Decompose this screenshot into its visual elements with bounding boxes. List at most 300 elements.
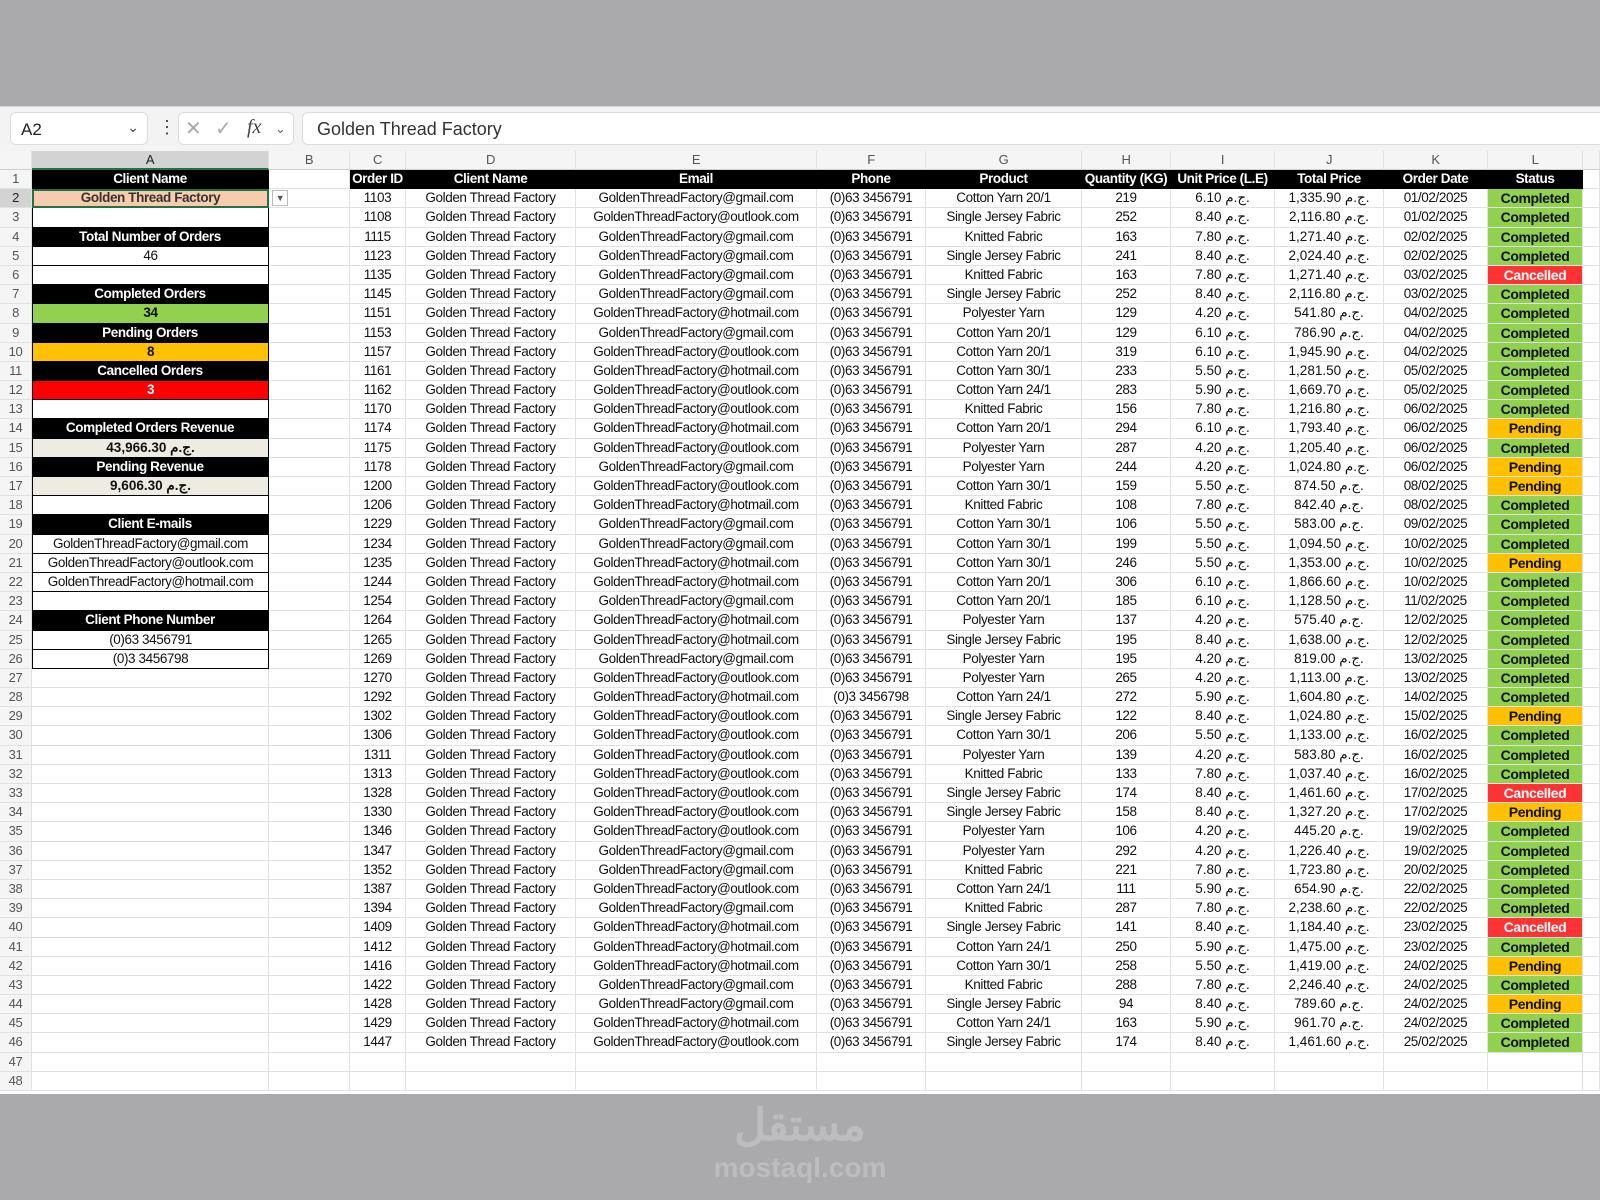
table-cell[interactable]: 8.40 ج.م. xyxy=(1171,918,1275,937)
table-cell[interactable]: Golden Thread Factory xyxy=(406,304,576,323)
table-cell[interactable]: 7.80 ج.م. xyxy=(1171,228,1275,247)
row-header[interactable]: 4 xyxy=(0,228,32,247)
cell[interactable] xyxy=(1583,1072,1600,1091)
table-cell[interactable]: 8.40 ج.م. xyxy=(1171,208,1275,227)
table-cell[interactable]: 5.50 ج.م. xyxy=(1171,362,1275,381)
table-cell[interactable]: Polyester Yarn xyxy=(926,439,1082,458)
table-cell[interactable]: 252 xyxy=(1082,285,1171,304)
cell[interactable] xyxy=(32,1014,269,1033)
table-cell[interactable]: 1235 xyxy=(350,554,406,573)
cell[interactable] xyxy=(32,803,269,822)
table-cell[interactable]: Cotton Yarn 24/1 xyxy=(926,938,1082,957)
status-badge[interactable]: Completed xyxy=(1488,362,1583,381)
table-cell[interactable]: (0)63 3456791 xyxy=(817,995,926,1014)
cell[interactable] xyxy=(269,611,350,630)
table-cell[interactable]: (0)63 3456791 xyxy=(817,266,926,285)
table-cell[interactable]: 06/02/2025 xyxy=(1384,458,1488,477)
cell[interactable] xyxy=(269,650,350,669)
table-header-7[interactable]: Total Price xyxy=(1275,170,1384,189)
table-cell[interactable]: 5.50 ج.م. xyxy=(1171,957,1275,976)
cell[interactable] xyxy=(1275,1053,1384,1072)
table-cell[interactable]: 4.20 ج.م. xyxy=(1171,822,1275,841)
table-cell[interactable]: (0)63 3456791 xyxy=(817,976,926,995)
table-cell[interactable]: Single Jersey Fabric xyxy=(926,995,1082,1014)
row-header[interactable]: 37 xyxy=(0,861,32,880)
cell[interactable] xyxy=(1583,247,1600,266)
table-cell[interactable]: (0)63 3456791 xyxy=(817,611,926,630)
table-cell[interactable]: Golden Thread Factory xyxy=(406,803,576,822)
column-header-b[interactable]: B xyxy=(269,151,350,170)
cell[interactable] xyxy=(269,324,350,343)
row-header[interactable]: 20 xyxy=(0,535,32,554)
cell[interactable] xyxy=(1583,707,1600,726)
table-cell[interactable]: 163 xyxy=(1082,1014,1171,1033)
cell[interactable] xyxy=(269,515,350,534)
table-cell[interactable]: Golden Thread Factory xyxy=(406,228,576,247)
table-cell[interactable]: 08/02/2025 xyxy=(1384,496,1488,515)
row-header[interactable]: 15 xyxy=(0,439,32,458)
cell[interactable] xyxy=(32,938,269,957)
cell[interactable] xyxy=(32,861,269,880)
column-header-l[interactable]: L xyxy=(1488,151,1583,170)
status-badge[interactable]: Completed xyxy=(1488,592,1583,611)
cell[interactable] xyxy=(1275,1072,1384,1091)
cell[interactable] xyxy=(269,592,350,611)
table-cell[interactable]: GoldenThreadFactory@gmail.com xyxy=(576,458,817,477)
table-cell[interactable]: Cotton Yarn 30/1 xyxy=(926,515,1082,534)
table-cell[interactable]: 786.90 ج.م. xyxy=(1275,324,1384,343)
table-cell[interactable]: 158 xyxy=(1082,803,1171,822)
cell[interactable] xyxy=(576,1072,817,1091)
cell[interactable] xyxy=(1583,285,1600,304)
cell[interactable] xyxy=(269,822,350,841)
cell[interactable] xyxy=(1583,822,1600,841)
table-cell[interactable]: GoldenThreadFactory@gmail.com xyxy=(576,995,817,1014)
table-cell[interactable]: 02/02/2025 xyxy=(1384,228,1488,247)
table-cell[interactable]: 1429 xyxy=(350,1014,406,1033)
table-cell[interactable]: 789.60 ج.م. xyxy=(1275,995,1384,1014)
row-header[interactable]: 16 xyxy=(0,458,32,477)
column-header-i[interactable]: I xyxy=(1171,151,1275,170)
table-cell[interactable]: 7.80 ج.م. xyxy=(1171,496,1275,515)
cell[interactable] xyxy=(269,400,350,419)
table-cell[interactable]: 1178 xyxy=(350,458,406,477)
cell[interactable] xyxy=(269,842,350,861)
summary-value[interactable]: 34 xyxy=(32,304,269,323)
summary-value[interactable] xyxy=(32,266,269,285)
cell[interactable] xyxy=(1171,1072,1275,1091)
fx-icon[interactable]: fx xyxy=(247,116,262,138)
table-cell[interactable]: GoldenThreadFactory@outlook.com xyxy=(576,477,817,496)
table-cell[interactable]: Cotton Yarn 20/1 xyxy=(926,592,1082,611)
summary-value[interactable]: 43,966.30 ج.م. xyxy=(32,439,269,458)
cell[interactable] xyxy=(1583,726,1600,745)
table-cell[interactable]: (0)63 3456791 xyxy=(817,535,926,554)
table-cell[interactable]: 1,866.60 ج.م. xyxy=(1275,573,1384,592)
table-cell[interactable]: 7.80 ج.م. xyxy=(1171,765,1275,784)
table-cell[interactable]: 1394 xyxy=(350,899,406,918)
table-cell[interactable]: Polyester Yarn xyxy=(926,304,1082,323)
table-cell[interactable]: GoldenThreadFactory@outlook.com xyxy=(576,707,817,726)
table-cell[interactable]: GoldenThreadFactory@hotmail.com xyxy=(576,554,817,573)
table-cell[interactable]: Single Jersey Fabric xyxy=(926,208,1082,227)
cell[interactable] xyxy=(1583,228,1600,247)
table-cell[interactable]: 5.90 ج.م. xyxy=(1171,938,1275,957)
row-header[interactable]: 46 xyxy=(0,1033,32,1052)
table-cell[interactable]: GoldenThreadFactory@hotmail.com xyxy=(576,496,817,515)
cell[interactable] xyxy=(269,784,350,803)
table-cell[interactable]: 1,205.40 ج.م. xyxy=(1275,439,1384,458)
status-badge[interactable]: Completed xyxy=(1488,938,1583,957)
table-cell[interactable]: 1200 xyxy=(350,477,406,496)
status-badge[interactable]: Completed xyxy=(1488,669,1583,688)
table-cell[interactable]: 02/02/2025 xyxy=(1384,247,1488,266)
table-cell[interactable]: GoldenThreadFactory@gmail.com xyxy=(576,515,817,534)
row-header[interactable]: 47 xyxy=(0,1053,32,1072)
table-cell[interactable]: 1157 xyxy=(350,343,406,362)
cell[interactable] xyxy=(269,631,350,650)
table-cell[interactable]: Cotton Yarn 30/1 xyxy=(926,362,1082,381)
table-cell[interactable]: 1234 xyxy=(350,535,406,554)
table-cell[interactable]: Cotton Yarn 30/1 xyxy=(926,957,1082,976)
table-cell[interactable]: 1416 xyxy=(350,957,406,976)
table-header-4[interactable]: Product xyxy=(926,170,1082,189)
cell[interactable] xyxy=(406,1053,576,1072)
table-cell[interactable]: 219 xyxy=(1082,189,1171,208)
table-cell[interactable]: 133 xyxy=(1082,765,1171,784)
table-cell[interactable]: GoldenThreadFactory@gmail.com xyxy=(576,535,817,554)
cell[interactable] xyxy=(269,266,350,285)
cell[interactable] xyxy=(32,957,269,976)
cell[interactable] xyxy=(269,688,350,707)
row-header[interactable]: 36 xyxy=(0,842,32,861)
table-cell[interactable]: 5.50 ج.م. xyxy=(1171,726,1275,745)
table-cell[interactable]: 1447 xyxy=(350,1033,406,1052)
table-cell[interactable]: (0)63 3456791 xyxy=(817,650,926,669)
table-cell[interactable]: Cotton Yarn 24/1 xyxy=(926,688,1082,707)
table-cell[interactable]: GoldenThreadFactory@outlook.com xyxy=(576,784,817,803)
column-header-c[interactable]: C xyxy=(350,151,406,170)
summary-value[interactable]: (0)63 3456791 xyxy=(32,631,269,650)
cell[interactable] xyxy=(1583,899,1600,918)
cell[interactable] xyxy=(1583,477,1600,496)
table-cell[interactable]: Single Jersey Fabric xyxy=(926,631,1082,650)
table-cell[interactable]: 09/02/2025 xyxy=(1384,515,1488,534)
row-header[interactable]: 2 xyxy=(0,189,32,208)
table-cell[interactable]: 1,281.50 ج.م. xyxy=(1275,362,1384,381)
table-cell[interactable]: (0)63 3456791 xyxy=(817,554,926,573)
row-header[interactable]: 8 xyxy=(0,304,32,323)
row-header[interactable]: 24 xyxy=(0,611,32,630)
cell[interactable] xyxy=(350,1053,406,1072)
table-cell[interactable]: Golden Thread Factory xyxy=(406,746,576,765)
table-cell[interactable]: Golden Thread Factory xyxy=(406,976,576,995)
table-cell[interactable]: GoldenThreadFactory@gmail.com xyxy=(576,266,817,285)
cell[interactable] xyxy=(1082,1072,1171,1091)
table-cell[interactable]: 1264 xyxy=(350,611,406,630)
table-cell[interactable]: (0)63 3456791 xyxy=(817,803,926,822)
table-cell[interactable]: (0)63 3456791 xyxy=(817,861,926,880)
table-cell[interactable]: Golden Thread Factory xyxy=(406,535,576,554)
cell[interactable] xyxy=(269,208,350,227)
table-cell[interactable]: 1174 xyxy=(350,419,406,438)
table-cell[interactable]: 1,335.90 ج.م. xyxy=(1275,189,1384,208)
cell[interactable] xyxy=(32,995,269,1014)
table-cell[interactable]: GoldenThreadFactory@gmail.com xyxy=(576,842,817,861)
row-header[interactable]: 42 xyxy=(0,957,32,976)
table-cell[interactable]: 8.40 ج.م. xyxy=(1171,707,1275,726)
table-cell[interactable]: 1123 xyxy=(350,247,406,266)
cell[interactable] xyxy=(1583,419,1600,438)
summary-header[interactable]: Pending Revenue xyxy=(32,458,269,477)
table-cell[interactable]: 1,133.00 ج.م. xyxy=(1275,726,1384,745)
status-badge[interactable]: Completed xyxy=(1488,189,1583,208)
table-cell[interactable]: (0)63 3456791 xyxy=(817,515,926,534)
cell[interactable] xyxy=(1583,957,1600,976)
table-cell[interactable]: 03/02/2025 xyxy=(1384,285,1488,304)
table-cell[interactable]: 541.80 ج.م. xyxy=(1275,304,1384,323)
table-cell[interactable]: Golden Thread Factory xyxy=(406,631,576,650)
table-cell[interactable]: GoldenThreadFactory@outlook.com xyxy=(576,400,817,419)
table-cell[interactable]: 292 xyxy=(1082,842,1171,861)
table-cell[interactable]: Golden Thread Factory xyxy=(406,381,576,400)
table-cell[interactable]: GoldenThreadFactory@outlook.com xyxy=(576,208,817,227)
table-cell[interactable]: (0)3 3456798 xyxy=(817,688,926,707)
table-cell[interactable]: 1302 xyxy=(350,707,406,726)
table-cell[interactable]: 874.50 ج.م. xyxy=(1275,477,1384,496)
cell[interactable] xyxy=(576,1053,817,1072)
table-cell[interactable]: Golden Thread Factory xyxy=(406,842,576,861)
table-cell[interactable]: 156 xyxy=(1082,400,1171,419)
table-header-1[interactable]: Client Name xyxy=(406,170,576,189)
summary-header[interactable]: Pending Orders xyxy=(32,324,269,343)
table-cell[interactable]: Polyester Yarn xyxy=(926,842,1082,861)
table-cell[interactable]: 04/02/2025 xyxy=(1384,343,1488,362)
table-cell[interactable]: 1103 xyxy=(350,189,406,208)
table-cell[interactable]: 1,638.00 ج.م. xyxy=(1275,631,1384,650)
cell[interactable] xyxy=(1583,343,1600,362)
cell[interactable] xyxy=(269,458,350,477)
table-cell[interactable]: Golden Thread Factory xyxy=(406,918,576,937)
table-cell[interactable]: 24/02/2025 xyxy=(1384,1014,1488,1033)
table-cell[interactable]: 4.20 ج.م. xyxy=(1171,746,1275,765)
cell[interactable] xyxy=(1583,208,1600,227)
table-cell[interactable]: (0)63 3456791 xyxy=(817,631,926,650)
cell[interactable] xyxy=(32,899,269,918)
table-cell[interactable]: Polyester Yarn xyxy=(926,458,1082,477)
table-cell[interactable]: (0)63 3456791 xyxy=(817,822,926,841)
cell[interactable] xyxy=(32,842,269,861)
cell[interactable] xyxy=(269,343,350,362)
table-cell[interactable]: 1229 xyxy=(350,515,406,534)
more-options-icon[interactable]: ⋮ xyxy=(158,117,176,137)
table-cell[interactable]: (0)63 3456791 xyxy=(817,957,926,976)
summary-header[interactable]: Client Name xyxy=(32,170,269,189)
cell[interactable] xyxy=(32,784,269,803)
cell[interactable] xyxy=(269,938,350,957)
table-cell[interactable]: Polyester Yarn xyxy=(926,611,1082,630)
table-cell[interactable]: 287 xyxy=(1082,439,1171,458)
table-cell[interactable]: Knitted Fabric xyxy=(926,266,1082,285)
chevron-down-icon[interactable]: ⌄ xyxy=(275,121,286,136)
table-cell[interactable]: 1,945.90 ج.م. xyxy=(1275,343,1384,362)
cell[interactable] xyxy=(269,880,350,899)
cell[interactable] xyxy=(1583,458,1600,477)
cell[interactable] xyxy=(1082,1053,1171,1072)
table-cell[interactable]: 2,116.80 ج.م. xyxy=(1275,208,1384,227)
summary-value[interactable] xyxy=(32,496,269,515)
table-cell[interactable]: GoldenThreadFactory@hotmail.com xyxy=(576,304,817,323)
table-cell[interactable]: 129 xyxy=(1082,324,1171,343)
status-badge[interactable]: Completed xyxy=(1488,765,1583,784)
table-cell[interactable]: (0)63 3456791 xyxy=(817,419,926,438)
row-header[interactable]: 33 xyxy=(0,784,32,803)
dropdown-cell[interactable] xyxy=(269,189,350,208)
table-cell[interactable]: 17/02/2025 xyxy=(1384,803,1488,822)
cell[interactable] xyxy=(1583,918,1600,937)
column-header-k[interactable]: K xyxy=(1384,151,1488,170)
cell[interactable] xyxy=(269,535,350,554)
column-header-a[interactable]: A xyxy=(32,151,269,170)
table-cell[interactable]: Single Jersey Fabric xyxy=(926,285,1082,304)
table-cell[interactable]: (0)63 3456791 xyxy=(817,573,926,592)
cell[interactable] xyxy=(269,304,350,323)
table-cell[interactable]: 8.40 ج.م. xyxy=(1171,784,1275,803)
table-cell[interactable]: 583.80 ج.م. xyxy=(1275,746,1384,765)
row-header[interactable]: 43 xyxy=(0,976,32,995)
table-cell[interactable]: 1,024.80 ج.م. xyxy=(1275,707,1384,726)
table-cell[interactable]: Golden Thread Factory xyxy=(406,592,576,611)
table-cell[interactable]: 294 xyxy=(1082,419,1171,438)
status-badge[interactable]: Completed xyxy=(1488,880,1583,899)
table-cell[interactable]: 1,475.00 ج.م. xyxy=(1275,938,1384,957)
table-cell[interactable]: 20/02/2025 xyxy=(1384,861,1488,880)
table-cell[interactable]: 8.40 ج.م. xyxy=(1171,247,1275,266)
cell[interactable] xyxy=(1583,400,1600,419)
table-cell[interactable]: 185 xyxy=(1082,592,1171,611)
cell[interactable] xyxy=(406,1072,576,1091)
summary-value[interactable] xyxy=(32,400,269,419)
table-cell[interactable]: 1145 xyxy=(350,285,406,304)
table-cell[interactable]: 5.90 ج.م. xyxy=(1171,381,1275,400)
table-cell[interactable]: (0)63 3456791 xyxy=(817,726,926,745)
table-cell[interactable]: GoldenThreadFactory@hotmail.com xyxy=(576,918,817,937)
table-cell[interactable]: GoldenThreadFactory@gmail.com xyxy=(576,592,817,611)
table-cell[interactable]: Golden Thread Factory xyxy=(406,247,576,266)
cell[interactable] xyxy=(269,439,350,458)
status-badge[interactable]: Completed xyxy=(1488,285,1583,304)
table-cell[interactable]: 23/02/2025 xyxy=(1384,918,1488,937)
table-cell[interactable]: 25/02/2025 xyxy=(1384,1033,1488,1052)
cell[interactable] xyxy=(1583,803,1600,822)
cell[interactable] xyxy=(269,669,350,688)
table-cell[interactable]: 1,793.40 ج.م. xyxy=(1275,419,1384,438)
row-header[interactable]: 40 xyxy=(0,918,32,937)
table-cell[interactable]: 1328 xyxy=(350,784,406,803)
row-header[interactable]: 39 xyxy=(0,899,32,918)
table-cell[interactable]: 01/02/2025 xyxy=(1384,189,1488,208)
table-cell[interactable]: (0)63 3456791 xyxy=(817,400,926,419)
table-cell[interactable]: 1170 xyxy=(350,400,406,419)
table-cell[interactable]: 244 xyxy=(1082,458,1171,477)
table-cell[interactable]: 141 xyxy=(1082,918,1171,937)
table-cell[interactable]: 2,116.80 ج.م. xyxy=(1275,285,1384,304)
row-header[interactable]: 6 xyxy=(0,266,32,285)
table-cell[interactable]: Cotton Yarn 20/1 xyxy=(926,343,1082,362)
cell[interactable] xyxy=(1488,1053,1583,1072)
table-cell[interactable]: 1422 xyxy=(350,976,406,995)
table-cell[interactable]: 129 xyxy=(1082,304,1171,323)
table-cell[interactable]: GoldenThreadFactory@gmail.com xyxy=(576,247,817,266)
table-cell[interactable]: (0)63 3456791 xyxy=(817,918,926,937)
table-cell[interactable]: 288 xyxy=(1082,976,1171,995)
table-cell[interactable]: 252 xyxy=(1082,208,1171,227)
table-cell[interactable]: GoldenThreadFactory@outlook.com xyxy=(576,1033,817,1052)
table-cell[interactable]: (0)63 3456791 xyxy=(817,765,926,784)
table-cell[interactable]: (0)63 3456791 xyxy=(817,228,926,247)
table-cell[interactable]: 12/02/2025 xyxy=(1384,631,1488,650)
cell[interactable] xyxy=(269,381,350,400)
table-cell[interactable]: 24/02/2025 xyxy=(1384,995,1488,1014)
row-header[interactable]: 13 xyxy=(0,400,32,419)
cell[interactable] xyxy=(269,170,350,189)
cell[interactable] xyxy=(269,1072,350,1091)
status-badge[interactable]: Completed xyxy=(1488,496,1583,515)
table-cell[interactable]: Cotton Yarn 24/1 xyxy=(926,880,1082,899)
cell[interactable] xyxy=(269,1033,350,1052)
summary-header[interactable]: Cancelled Orders xyxy=(32,362,269,381)
table-cell[interactable]: Golden Thread Factory xyxy=(406,573,576,592)
table-cell[interactable]: GoldenThreadFactory@gmail.com xyxy=(576,228,817,247)
table-cell[interactable]: Golden Thread Factory xyxy=(406,957,576,976)
table-cell[interactable]: 1330 xyxy=(350,803,406,822)
table-cell[interactable]: 195 xyxy=(1082,650,1171,669)
dropdown-arrow-icon[interactable]: ▼ xyxy=(272,190,288,206)
table-cell[interactable]: 287 xyxy=(1082,899,1171,918)
table-cell[interactable]: 08/02/2025 xyxy=(1384,477,1488,496)
table-cell[interactable]: 445.20 ج.م. xyxy=(1275,822,1384,841)
table-cell[interactable]: Knitted Fabric xyxy=(926,976,1082,995)
table-cell[interactable]: 1153 xyxy=(350,324,406,343)
table-cell[interactable]: GoldenThreadFactory@hotmail.com xyxy=(576,573,817,592)
cell[interactable] xyxy=(1583,650,1600,669)
table-cell[interactable]: 246 xyxy=(1082,554,1171,573)
table-cell[interactable]: Golden Thread Factory xyxy=(406,515,576,534)
table-cell[interactable]: 1347 xyxy=(350,842,406,861)
table-cell[interactable]: Golden Thread Factory xyxy=(406,669,576,688)
table-header-5[interactable]: Quantity (KG) xyxy=(1082,170,1171,189)
row-header[interactable]: 7 xyxy=(0,285,32,304)
summary-header[interactable]: Client E-mails xyxy=(32,515,269,534)
table-cell[interactable]: (0)63 3456791 xyxy=(817,343,926,362)
cell[interactable] xyxy=(269,1014,350,1033)
status-badge[interactable]: Completed xyxy=(1488,1033,1583,1052)
table-cell[interactable]: (0)63 3456791 xyxy=(817,381,926,400)
table-cell[interactable]: 1,226.40 ج.م. xyxy=(1275,842,1384,861)
table-cell[interactable]: GoldenThreadFactory@hotmail.com xyxy=(576,938,817,957)
cell[interactable] xyxy=(269,957,350,976)
cell[interactable] xyxy=(32,976,269,995)
column-header-g[interactable]: G xyxy=(926,151,1082,170)
table-cell[interactable]: GoldenThreadFactory@gmail.com xyxy=(576,189,817,208)
cell[interactable] xyxy=(1583,861,1600,880)
table-cell[interactable]: 1,353.00 ج.م. xyxy=(1275,554,1384,573)
cell[interactable] xyxy=(269,573,350,592)
cell[interactable] xyxy=(269,247,350,266)
row-header[interactable]: 21 xyxy=(0,554,32,573)
table-cell[interactable]: 06/02/2025 xyxy=(1384,400,1488,419)
status-badge[interactable]: Completed xyxy=(1488,343,1583,362)
